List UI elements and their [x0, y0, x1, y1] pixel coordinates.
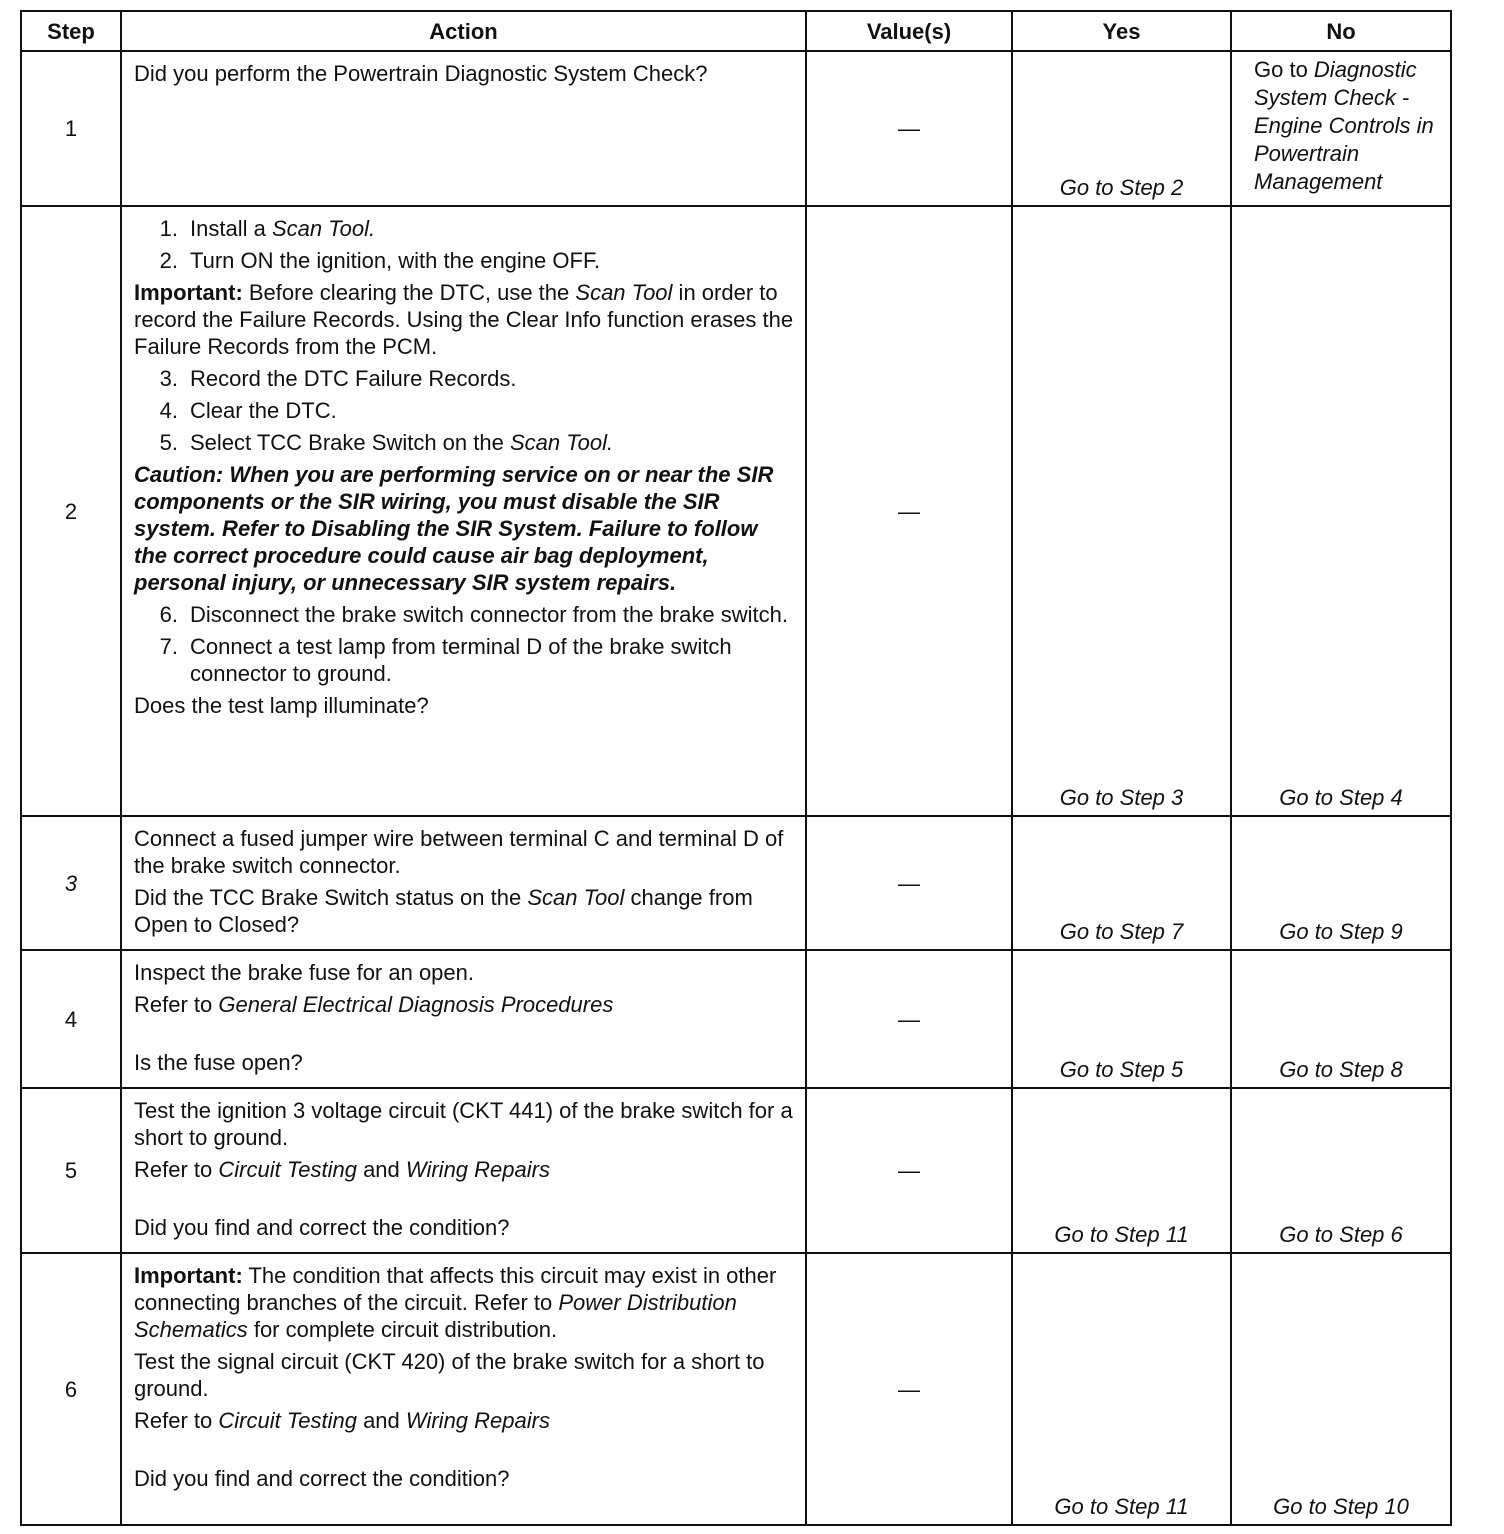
- action-cell: [121, 1088, 806, 1253]
- list-item-number: 6.: [159, 602, 178, 627]
- value-cell: —: [806, 950, 1012, 1088]
- important-italic: Scan Tool: [575, 280, 673, 305]
- action-text: Inspect the brake fuse for an open.: [134, 960, 475, 985]
- list-item-italic: Scan Tool.: [271, 216, 376, 241]
- diagnostic-table: [20, 10, 1452, 1526]
- list-item-text: Disconnect the brake switch connector from the brake switch.: [190, 602, 788, 627]
- yes-link[interactable]: Go to Step 3: [1012, 206, 1231, 816]
- no-link[interactable]: Go to Step 10: [1231, 1253, 1451, 1525]
- yes-link[interactable]: Go to Step 11: [1012, 1253, 1231, 1525]
- important-note: [134, 1262, 795, 1343]
- no-link[interactable]: Go to Step 9: [1231, 816, 1451, 950]
- important-label: Important:: [134, 280, 243, 305]
- yes-link[interactable]: Go to Step 2: [1012, 51, 1231, 206]
- action-cell: [121, 950, 806, 1088]
- no-link[interactable]: Go to Step 4: [1231, 206, 1451, 816]
- important-text-end: in order to record the Failure Records. Using the Clear Info function erases the Failure Records from the PCM.: [134, 280, 794, 359]
- important-label: Important:: [134, 1263, 243, 1288]
- reference-text: Refer to: [134, 1157, 219, 1182]
- step-number: 1: [21, 51, 121, 206]
- list-item: [134, 215, 795, 242]
- list-item: [134, 247, 795, 274]
- reference-text: Refer to: [134, 1408, 219, 1433]
- list-item-number: 5.: [159, 430, 178, 455]
- yes-link[interactable]: Go to Step 11: [1012, 1088, 1231, 1253]
- header-yes: Yes: [1012, 11, 1231, 51]
- question-italic: Scan Tool: [527, 885, 625, 910]
- reference-link[interactable]: Circuit Testing: [218, 1157, 357, 1182]
- list-item: [134, 601, 795, 628]
- step-number: 3: [21, 816, 121, 950]
- no-link[interactable]: Go to Step 8: [1231, 950, 1451, 1088]
- action-question: Does the test lamp illuminate?: [134, 693, 429, 718]
- action-cell: [121, 816, 806, 950]
- action-question: [134, 884, 795, 938]
- table-row: [21, 950, 1451, 1088]
- value-cell: —: [806, 206, 1012, 816]
- header-step: Step: [21, 11, 121, 51]
- reference-text: Refer to: [134, 992, 219, 1017]
- header-no: No: [1231, 11, 1451, 51]
- step-number: 6: [21, 1253, 121, 1525]
- table-row: [21, 51, 1451, 206]
- list-item-text: Install a: [190, 216, 272, 241]
- action-text: Did you perform the Powertrain Diagnostic System Check?: [134, 61, 708, 86]
- value-cell: —: [806, 1088, 1012, 1253]
- list-item-number: 3.: [159, 366, 178, 391]
- header-row: [21, 11, 1451, 51]
- step-number: 2: [21, 206, 121, 816]
- value-cell: —: [806, 816, 1012, 950]
- value-cell: —: [806, 1253, 1012, 1525]
- table-row: [21, 1253, 1451, 1525]
- question-text: Did the TCC Brake Switch status on the: [134, 885, 528, 910]
- caution-note: Caution: When you are performing service on or near the SIR components or the SIR wiring, you must disable the SIR system. Refer to Disabling the SIR System. Failure to follow the correct procedure could cause air bag deployment, personal injury, or unnecessary SIR system repairs.: [134, 462, 774, 595]
- action-question: Did you find and correct the condition?: [134, 1215, 510, 1240]
- action-text: Test the ignition 3 voltage circuit (CKT 441) of the brake switch for a short to ground.: [134, 1098, 793, 1150]
- action-text: Connect a fused jumper wire between terminal C and terminal D of the brake switch connector.: [134, 826, 784, 878]
- action-reference: [134, 1407, 795, 1434]
- no-link-prefix: Go to: [1254, 57, 1314, 82]
- step-number: 5: [21, 1088, 121, 1253]
- list-item: [134, 429, 795, 456]
- list-item-text: Turn ON the ignition, with the engine OFF.: [190, 248, 601, 273]
- important-note: [134, 279, 795, 360]
- no-link[interactable]: Go to Step 6: [1231, 1088, 1451, 1253]
- list-item: [134, 365, 795, 392]
- action-text: Test the signal circuit (CKT 420) of the brake switch for a short to ground.: [134, 1349, 765, 1401]
- value-cell: —: [806, 51, 1012, 206]
- reference-link[interactable]: Circuit Testing: [218, 1408, 357, 1433]
- list-item-number: 4.: [159, 398, 178, 423]
- list-item-text: Select TCC Brake Switch on the: [190, 430, 510, 455]
- no-link[interactable]: [1231, 51, 1451, 206]
- header-action: Action: [121, 11, 806, 51]
- important-text: Before clearing the DTC, use the: [242, 280, 576, 305]
- action-reference: [134, 991, 795, 1018]
- reference-link[interactable]: General Electrical Diagnosis Procedures: [218, 992, 614, 1017]
- no-link-target: Diagnostic System Check - Engine Controls in Powertrain Management: [1254, 57, 1434, 194]
- list-item-italic: Scan Tool.: [509, 430, 614, 455]
- list-item-text: Clear the DTC.: [190, 398, 337, 423]
- list-item-number: 1.: [159, 216, 178, 241]
- table-row: [21, 206, 1451, 816]
- action-reference: [134, 1156, 795, 1183]
- list-item-number: 2.: [159, 248, 178, 273]
- action-cell: [121, 206, 806, 816]
- yes-link[interactable]: Go to Step 7: [1012, 816, 1231, 950]
- header-values: Value(s): [806, 11, 1012, 51]
- important-text-end: for complete circuit distribution.: [247, 1317, 558, 1342]
- list-item-text: Connect a test lamp from terminal D of the brake switch connector to ground.: [190, 634, 732, 686]
- table-row: [21, 1088, 1451, 1253]
- list-item: [134, 633, 795, 687]
- reference-text: and: [356, 1157, 406, 1182]
- important-text: The condition that affects this circuit may exist in other connecting branches of the circuit. Refer to: [134, 1263, 777, 1315]
- reference-link[interactable]: Wiring Repairs: [405, 1408, 550, 1433]
- question-text-end: change from Open to Closed?: [134, 885, 753, 937]
- list-item: [134, 397, 795, 424]
- action-question: Is the fuse open?: [134, 1050, 303, 1075]
- reference-link[interactable]: Wiring Repairs: [405, 1157, 550, 1182]
- yes-link[interactable]: Go to Step 5: [1012, 950, 1231, 1088]
- action-question: Did you find and correct the condition?: [134, 1466, 510, 1491]
- action-cell: [121, 1253, 806, 1525]
- reference-text: and: [356, 1408, 406, 1433]
- action-cell: [121, 51, 806, 206]
- important-italic[interactable]: Power Distribution Schematics: [134, 1290, 737, 1342]
- table-row: [21, 816, 1451, 950]
- list-item-number: 7.: [159, 634, 178, 659]
- list-item-text: Record the DTC Failure Records.: [190, 366, 517, 391]
- step-number: 4: [21, 950, 121, 1088]
